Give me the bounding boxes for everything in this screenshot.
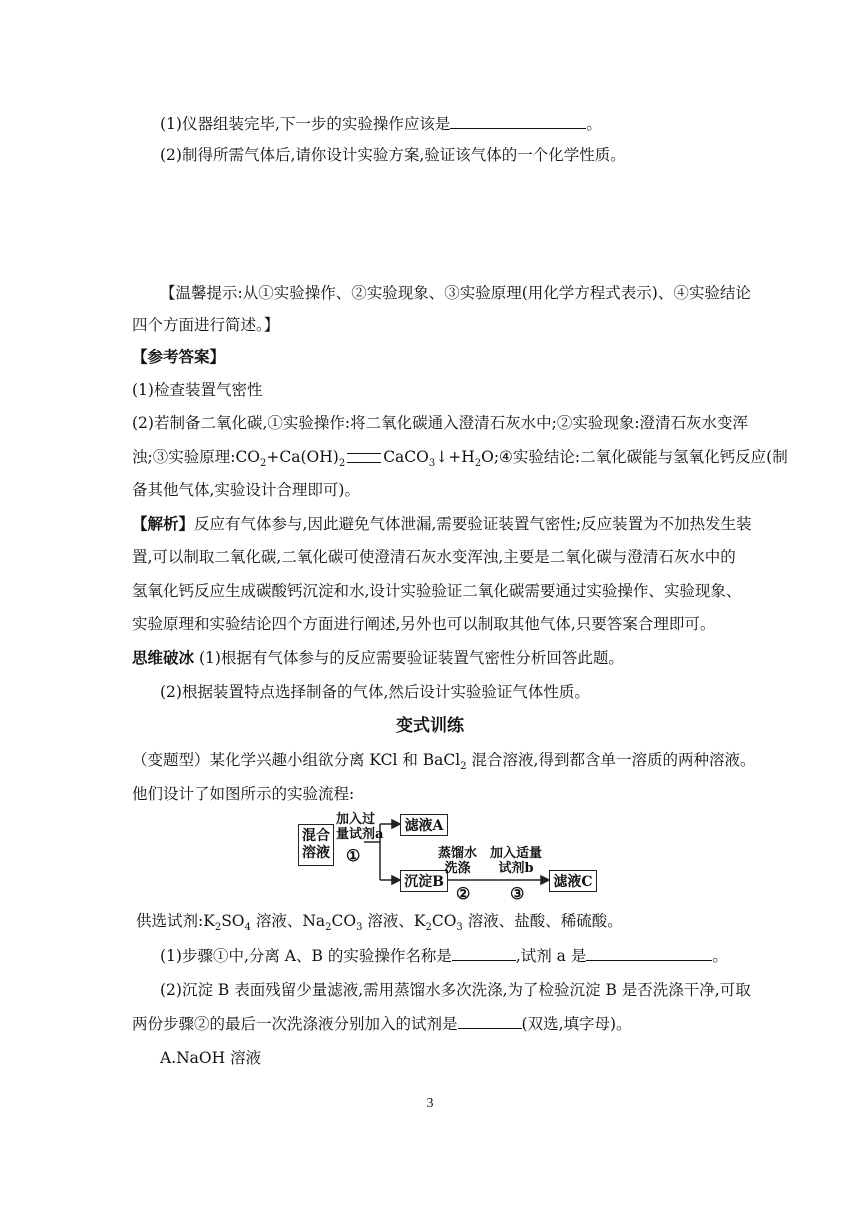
- answer-blank[interactable]: [450, 114, 586, 129]
- equals-sign: [347, 453, 381, 463]
- section-title: 变式训练: [396, 716, 464, 736]
- answer-2-line-2: 浊;③实验原理$:CO_2+Ca(OH)_2$ $CaCO_3↓+H_2O;④$实验结论:二氧化碳能与氢氧化钙反应(制: [132, 448, 788, 470]
- variant-intro-1: （变题型）某化学兴趣小组欲分离 KCl 和 BaCl$_2$ 混合溶液,得到都含单一溶质的两种溶液。: [132, 751, 756, 773]
- add-reagent-a-label: 加入过 量试剂a: [336, 812, 384, 842]
- analysis-line-3: 氢氧化钙反应生成碳酸钙沉淀和水,设计实验验证二氧化碳需要通过实验操作、实验现象、: [132, 582, 742, 600]
- step-2-marker: ②: [456, 884, 471, 903]
- experiment-flowchart: [296, 810, 596, 903]
- question-1: (1)仪器组装完毕,下一步的实验操作应该是 。: [160, 115, 602, 133]
- answer-1: (1)检查装置气密性: [132, 381, 263, 399]
- sub-question-1: (1)步骤①中,分离 A、B 的实验操作名称是 ,试剂 a 是 。: [160, 947, 728, 965]
- thinking-line-2: (2)根据装置特点选择制备的气体,然后设计实验验证气体性质。: [160, 683, 590, 701]
- sub-question-2-line-1: (2)沉淀 B 表面残留少量滤液,需用蒸馏水多次洗涤,为了检验沉淀 B 是否洗涤干净,可取: [160, 981, 751, 999]
- question-2: (2)制得所需气体后,请你设计实验方案,验证该气体的一个化学性质。: [160, 146, 626, 164]
- thinking-line-1: 思维破冰 (1)根据有气体参与的反应需要验证装置气密性分析回答此题。: [132, 649, 624, 667]
- analysis-line-4: 实验原理和实验结论四个方面进行阐述,另外也可以制取其他气体,只要答案合理即可。: [132, 615, 716, 633]
- answer-2-line-3: 备其他气体,实验设计合理即可)。: [132, 481, 360, 499]
- reagent-choice-blank[interactable]: [458, 1014, 522, 1029]
- reagent-list: 供选试剂$:K_2SO_4$ 溶液、$Na_2CO_3$ 溶液、$K_2CO_3$ 溶液、盐酸、稀硫酸。: [136, 912, 623, 934]
- analysis-line-1: 【解析】反应有气体参与,因此避免气体泄漏,需要验证装置气密性;反应装置为不加热发生装: [132, 514, 752, 533]
- answer-2-line-1: (2)若制备二氧化碳,①实验操作:将二氧化碳通入澄清石灰水中;②实验现象:澄清石灰水变浑: [132, 414, 749, 432]
- sub-question-2-line-2: 两份步骤②的最后一次洗涤液分别加入的试剂是 (双选,填字母)。: [132, 1015, 632, 1033]
- add-reagent-b-label: 加入适量 试剂b: [490, 846, 543, 876]
- filtrate-a-box: 滤液A: [400, 814, 448, 836]
- distilled-water-wash-label: 蒸馏水 洗涤: [438, 846, 478, 876]
- precipitate-b-box: 沉淀B: [400, 870, 448, 892]
- tip-line-1: 【温馨提示:从①实验操作、②实验现象、③实验原理(用化学方程式表示)、④实验结论: [160, 284, 751, 302]
- tip-line-2: 四个方面进行简述。】: [132, 316, 280, 334]
- mixed-solution-box: 混合 溶液: [298, 824, 334, 866]
- answer-heading: 【参考答案】: [132, 347, 226, 366]
- variant-intro-2: 他们设计了如图所示的实验流程:: [132, 785, 355, 803]
- step-3-marker: ③: [510, 884, 525, 903]
- option-a[interactable]: A.NaOH 溶液: [160, 1049, 262, 1067]
- filtrate-c-box: 滤液C: [549, 870, 597, 892]
- analysis-line-2: 置,可以制取二氧化碳,二氧化碳可使澄清石灰水变浑浊,主要是二氧化碳与澄清石灰水中的: [132, 548, 736, 566]
- step-1-marker: ①: [346, 846, 361, 865]
- operation-name-blank[interactable]: [452, 946, 516, 961]
- reagent-a-blank[interactable]: [586, 946, 712, 961]
- page-number: 3: [426, 1096, 434, 1111]
